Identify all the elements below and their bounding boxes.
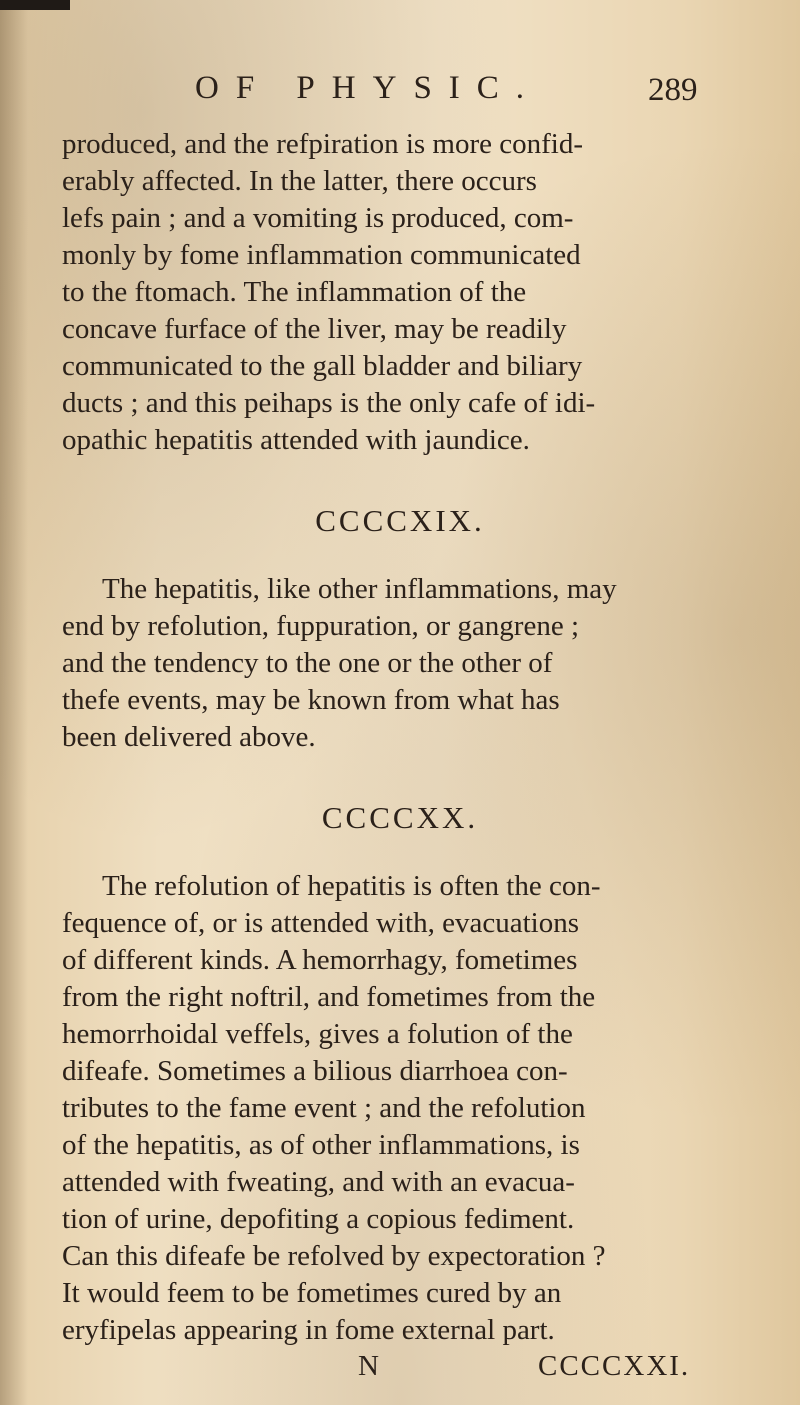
text-line: eryfipelas appearing in fome external part.	[62, 1314, 555, 1346]
text-line: been delivered above.	[62, 721, 316, 753]
text-line: lefs pain ; and a vomiting is produced, com-	[62, 202, 574, 234]
text-line: hemorrhoidal veffels, gives a folution of the	[62, 1018, 573, 1050]
text-line: of the hepatitis, as of other inflammations, is	[62, 1129, 580, 1161]
text-line: communicated to the gall bladder and biliary	[62, 350, 583, 382]
text-line: tion of urine, depofiting a copious fediment.	[62, 1203, 575, 1235]
text-line: Can this difeafe be refolved by expectoration ?	[62, 1240, 606, 1272]
text-line: tributes to the fame event ; and the refolution	[62, 1092, 586, 1124]
text-line: The refolution of hepatitis is often the con-	[102, 870, 601, 902]
text-line: thefe events, may be known from what has	[62, 684, 560, 716]
text-line: erably affected. In the latter, there occurs	[62, 165, 537, 197]
text-line: difeafe. Sometimes a bilious diarrhoea con-	[62, 1055, 568, 1087]
signature-mark: N	[358, 1350, 379, 1382]
text-line: to the ftomach. The inflammation of the	[62, 276, 527, 308]
section-number: CCCCXX.	[321, 800, 479, 835]
text-line: and the tendency to the one or the other of	[62, 647, 553, 679]
text-line: It would feem to be fometimes cured by an	[62, 1277, 562, 1309]
page-number: 289	[648, 72, 698, 108]
text-line: end by refolution, fuppuration, or gangrene ;	[62, 610, 580, 642]
text-line: of different kinds. A hemorrhagy, fometimes	[62, 944, 578, 976]
text-line: concave furface of the liver, may be readily	[62, 313, 567, 345]
text-line: The hepatitis, like other inflammations, may	[102, 573, 617, 605]
text-line: from the right noftril, and fometimes from the	[62, 981, 596, 1013]
text-line: fequence of, or is attended with, evacuations	[62, 907, 579, 939]
catchword: CCCCXXI.	[538, 1350, 691, 1382]
text-line: produced, and the refpiration is more confid-	[62, 128, 584, 160]
text-line: monly by fome inflammation communicated	[62, 239, 581, 271]
section-number: CCCCXIX.	[315, 503, 485, 538]
running-title: OF PHYSIC.	[195, 70, 542, 106]
text-line: opathic hepatitis attended with jaundice.	[62, 424, 530, 456]
text-line: ducts ; and this peihaps is the only cafe of idi-	[62, 387, 596, 419]
corner-mark	[0, 0, 70, 10]
text-line: attended with fweating, and with an evacua-	[62, 1166, 575, 1198]
gutter-shadow	[0, 0, 28, 1405]
